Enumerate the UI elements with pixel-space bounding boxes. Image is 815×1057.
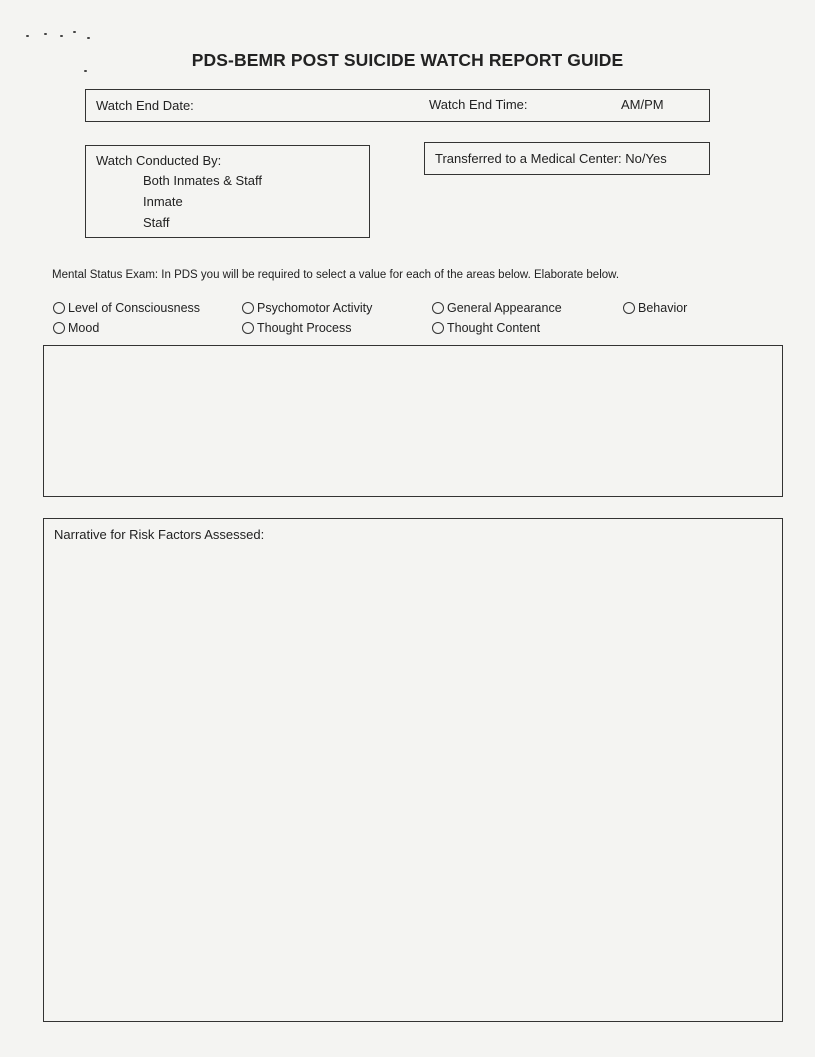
watch-conducted-label: Watch Conducted By: — [96, 153, 222, 168]
ampm-label: AM/PM — [621, 97, 664, 112]
mse-option-general-appearance[interactable]: General Appearance — [432, 301, 562, 315]
transferred-box — [424, 142, 710, 175]
watch-end-box — [85, 89, 710, 122]
mse-instruction: Mental Status Exam: In PDS you will be required to select a value for each of the areas below. Elaborate below. — [52, 269, 620, 281]
radio-circle-icon[interactable] — [432, 322, 444, 334]
scan-speck — [44, 33, 47, 35]
scan-speck — [73, 31, 76, 33]
radio-circle-icon[interactable] — [432, 302, 444, 314]
scan-speck — [60, 35, 63, 37]
mse-option-thought-process[interactable]: Thought Process — [242, 321, 352, 335]
mse-option-level-of-consciousness[interactable]: Level of Consciousness — [53, 301, 200, 315]
mse-elaboration-box[interactable] — [43, 345, 783, 497]
conducted-option: Both Inmates & Staff — [143, 173, 262, 188]
scan-speck — [87, 37, 90, 39]
watch-end-time-label: Watch End Time: — [429, 97, 528, 112]
mse-option-mood[interactable]: Mood — [53, 321, 99, 335]
conducted-option: Inmate — [143, 194, 183, 209]
radio-circle-icon[interactable] — [623, 302, 635, 314]
radio-circle-icon[interactable] — [53, 322, 65, 334]
mse-option-behavior[interactable]: Behavior — [623, 301, 687, 315]
radio-circle-icon[interactable] — [53, 302, 65, 314]
narrative-label: Narrative for Risk Factors Assessed: — [54, 527, 265, 542]
mse-option-thought-content[interactable]: Thought Content — [432, 321, 540, 335]
watch-conducted-box — [85, 145, 370, 238]
narrative-box[interactable] — [43, 518, 783, 1022]
conducted-option: Staff — [143, 215, 170, 230]
transferred-label: Transferred to a Medical Center: No/Yes — [435, 151, 667, 166]
mse-option-psychomotor-activity[interactable]: Psychomotor Activity — [242, 301, 372, 315]
page-title: PDS-BEMR POST SUICIDE WATCH REPORT GUIDE — [191, 50, 624, 70]
radio-circle-icon[interactable] — [242, 322, 254, 334]
watch-end-date-label: Watch End Date: — [96, 98, 194, 113]
scan-speck — [26, 35, 29, 37]
radio-circle-icon[interactable] — [242, 302, 254, 314]
